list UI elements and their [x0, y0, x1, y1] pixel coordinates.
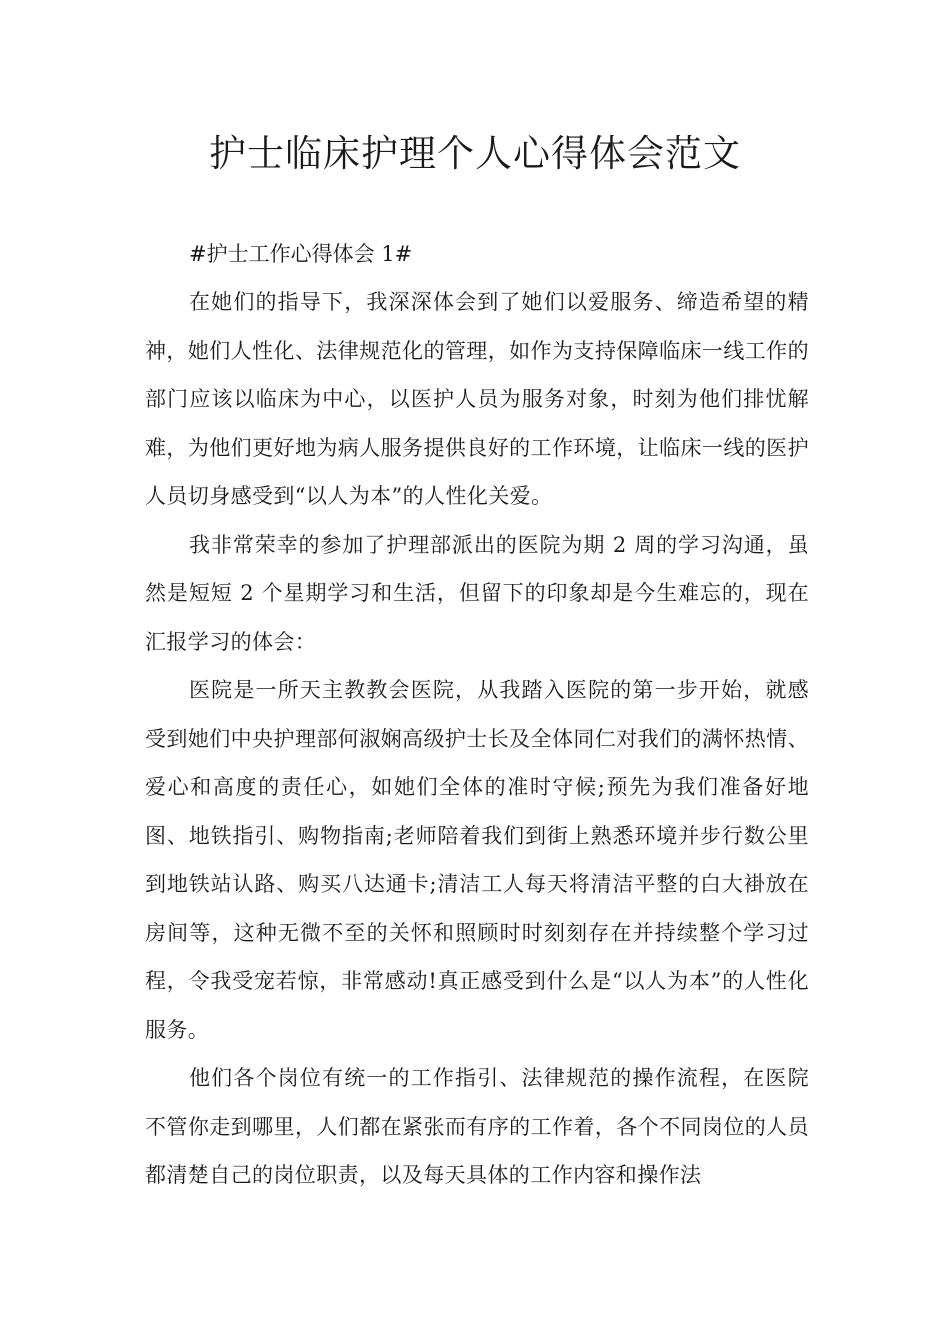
paragraph-4: 他们各个岗位有统一的工作指引、法律规范的操作流程，在医院不管你走到哪里，人们都在紧张而有序的工作着，各个不同岗位的人员都清楚自己的岗位职责，以及每天具体的工作内容和操作法 — [145, 1066, 809, 1187]
section-heading: #护士工作心得体会 1# — [189, 242, 413, 266]
paragraph-3: 医院是一所天主教教会医院，从我踏入医院的第一步开始，就感受到她们中央护理部何淑娴高级护士长及全体同仁对我们的满怀热情、爱心和高度的责任心，如她们全体的准时守候;预先为我们准备好地图、地铁指引、购物指南;老师陪着我们到街上熟悉环境并步行数公里到地铁站认路、购买八达通卡;清洁工人每天将清洁平整的白大褂放在房间等，这种无微不至的关怀和照顾时时刻刻存在并持续整个学习过程，令我受宠若惊，非常感动!真正感受到什么是“以人为本”的人性化服务。 — [145, 678, 809, 1042]
paragraph-2: 我非常荣幸的参加了护理部派出的医院为期 2 周的学习沟通，虽然是短短 2 个星期学习和生活，但留下的印象却是今生难忘的，现在汇报学习的体会： — [145, 532, 809, 654]
document-body — [145, 230, 809, 1200]
paragraph-1: 在她们的指导下，我深深体会到了她们以爱服务、缔造希望的精神，她们人性化、法律规范化的管理，如作为支持保障临床一线工作的部门应该以临床为中心，以医护人员为服务对象，时刻为他们排忧解难，为他们更好地为病人服务提供良好的工作环境，让临床一线的医护人员切身感受到“以人为本”的人性化关爱。 — [145, 290, 809, 508]
document-title: 护士临床护理个人心得体会范文 — [209, 132, 741, 175]
